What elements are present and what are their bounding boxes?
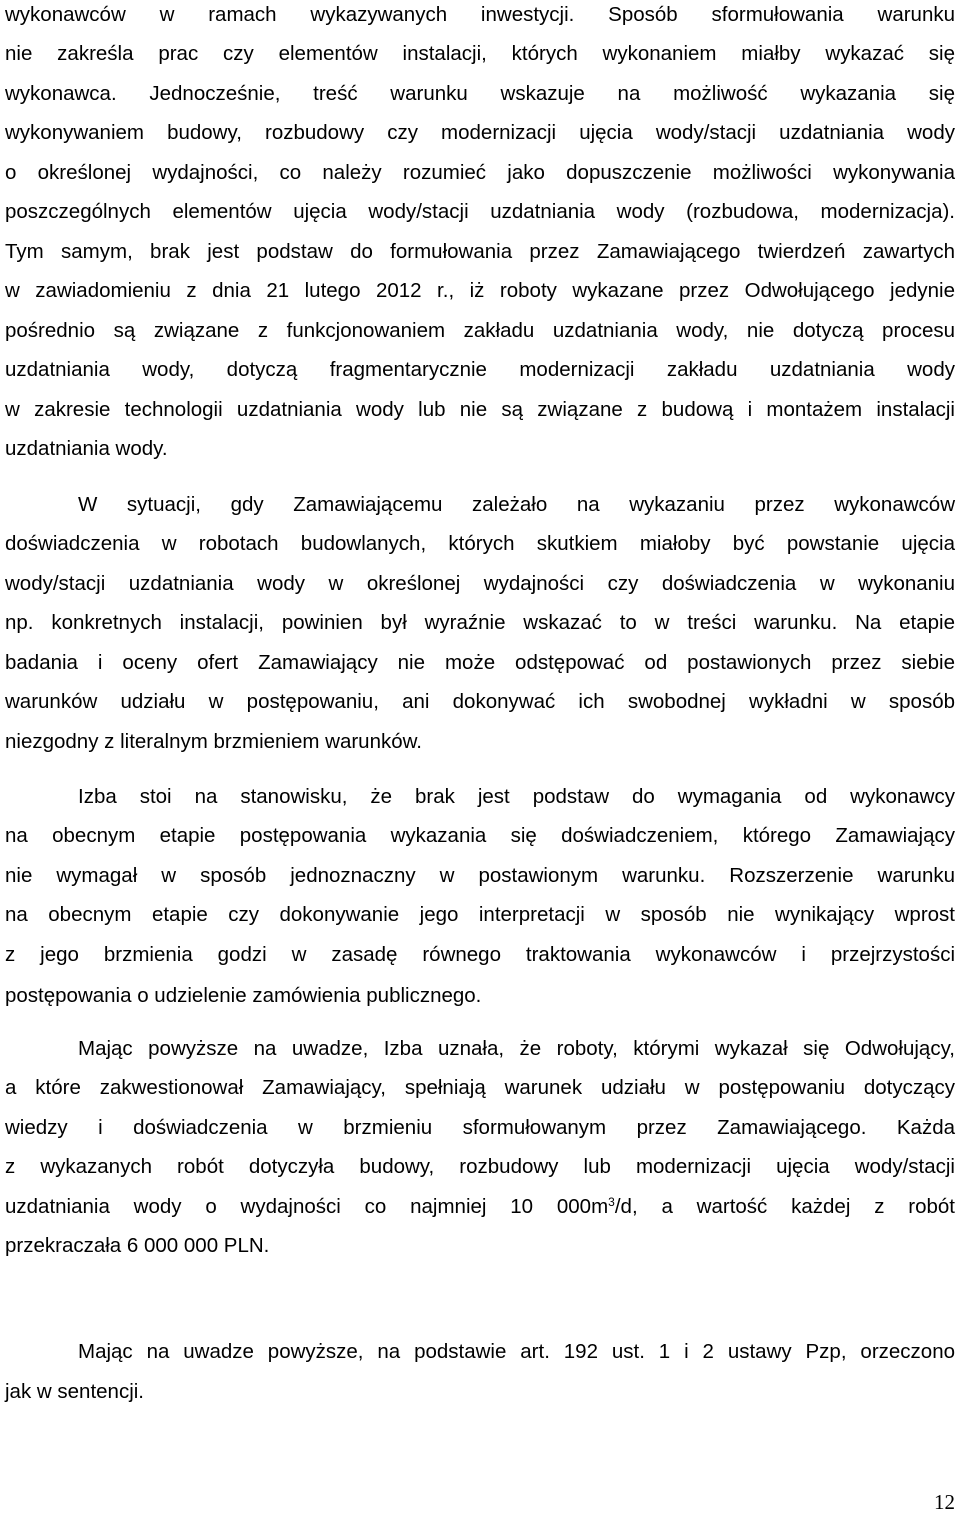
text-line: Mając powyższe na uwadze, Izba uznała, że roboty, którymi wykazał się Odwołujący,	[78, 1037, 955, 1060]
text-line	[5, 1192, 955, 1222]
text-line: o określonej wydajności, co należy rozumieć jako dopuszczenie możliwości wykonywania	[5, 161, 955, 184]
text-line: na obecnym etapie czy dokonywanie jego interpretacji w sposób nie wynikający wprost	[5, 903, 955, 926]
text-line: Mając na uwadze powyższe, na podstawie art. 192 ust. 1 i 2 ustawy Pzp, orzeczono	[78, 1340, 955, 1363]
text-line: w zawiadomieniu z dnia 21 lutego 2012 r., iż roboty wykazane przez Odwołującego jedynie	[5, 279, 955, 302]
text-line: doświadczenia w robotach budowlanych, których skutkiem miałoby być powstanie ujęcia	[5, 532, 955, 555]
text-line: uzdatniania wody, dotyczą fragmentarycznie modernizacji zakładu uzdatniania wody	[5, 358, 955, 381]
text-line: a które zakwestionował Zamawiający, spełniają warunek udziału w postępowaniu dotyczący	[5, 1076, 955, 1099]
text-line: wody/stacji uzdatniania wody w określonej wydajności czy doświadczenia w wykonaniu	[5, 572, 955, 595]
text-line: z wykazanych robót dotyczyła budowy, rozbudowy lub modernizacji ujęcia wody/stacji	[5, 1155, 955, 1178]
text-run: uzdatniania wody o wydajności co najmniej 10 000m	[5, 1195, 609, 1218]
text-line: jak w sentencji.	[5, 1380, 145, 1403]
text-line: wykonawca. Jednocześnie, treść warunku wskazuje na możliwość wykazania się	[5, 82, 955, 105]
text-line: Izba stoi na stanowisku, że brak jest podstaw do wymagania od wykonawcy	[78, 785, 955, 808]
text-line: Tym samym, brak jest podstaw do formułowania przez Zamawiającego twierdzeń zawartych	[5, 240, 955, 263]
text-line: nie zakreśla prac czy elementów instalacji, których wykonaniem miałby wykazać się	[5, 42, 955, 65]
text-line: wykonywaniem budowy, rozbudowy czy modernizacji ujęcia wody/stacji uzdatniania wody	[5, 121, 955, 144]
text-line: pośrednio są związane z funkcjonowaniem zakładu uzdatniania wody, nie dotyczą procesu	[5, 319, 955, 342]
text-line: poszczególnych elementów ujęcia wody/stacji uzdatniania wody (rozbudowa, modernizacja).	[5, 200, 955, 223]
text-line: niezgodny z literalnym brzmieniem warunków.	[5, 730, 423, 753]
text-line: badania i oceny ofert Zamawiający nie może odstępować od postawionych przez siebie	[5, 651, 955, 674]
superscript: 3	[608, 1195, 615, 1209]
text-run: /d, a wartość każdej z robót	[614, 1195, 955, 1218]
text-line: przekraczała 6 000 000 PLN.	[5, 1234, 270, 1257]
page-number: 12	[934, 1490, 955, 1514]
text-line: warunków udziału w postępowaniu, ani dokonywać ich swobodnej wykładni w sposób	[5, 690, 955, 713]
text-line: uzdatniania wody.	[5, 437, 168, 460]
text-line: w zakresie technologii uzdatniania wody lub nie są związane z budową i montażem instalacji	[5, 398, 955, 421]
text-line: na obecnym etapie postępowania wykazania się doświadczeniem, którego Zamawiający	[5, 824, 955, 847]
text-line: np. konkretnych instalacji, powinien był wyraźnie wskazać to w treści warunku. Na etapie	[5, 611, 955, 634]
text-line: wiedzy i doświadczenia w brzmieniu sformułowanym przez Zamawiającego. Każda	[5, 1116, 955, 1139]
text-line: postępowania o udzielenie zamówienia publicznego.	[5, 984, 482, 1007]
text-line: z jego brzmienia godzi w zasadę równego traktowania wykonawców i przejrzystości	[5, 943, 955, 966]
text-line: wykonawców w ramach wykazywanych inwestycji. Sposób sformułowania warunku	[5, 3, 955, 26]
text-line: nie wymagał w sposób jednoznaczny w postawionym warunku. Rozszerzenie warunku	[5, 864, 955, 887]
text-line: W sytuacji, gdy Zamawiającemu zależało na wykazaniu przez wykonawców	[78, 493, 955, 516]
